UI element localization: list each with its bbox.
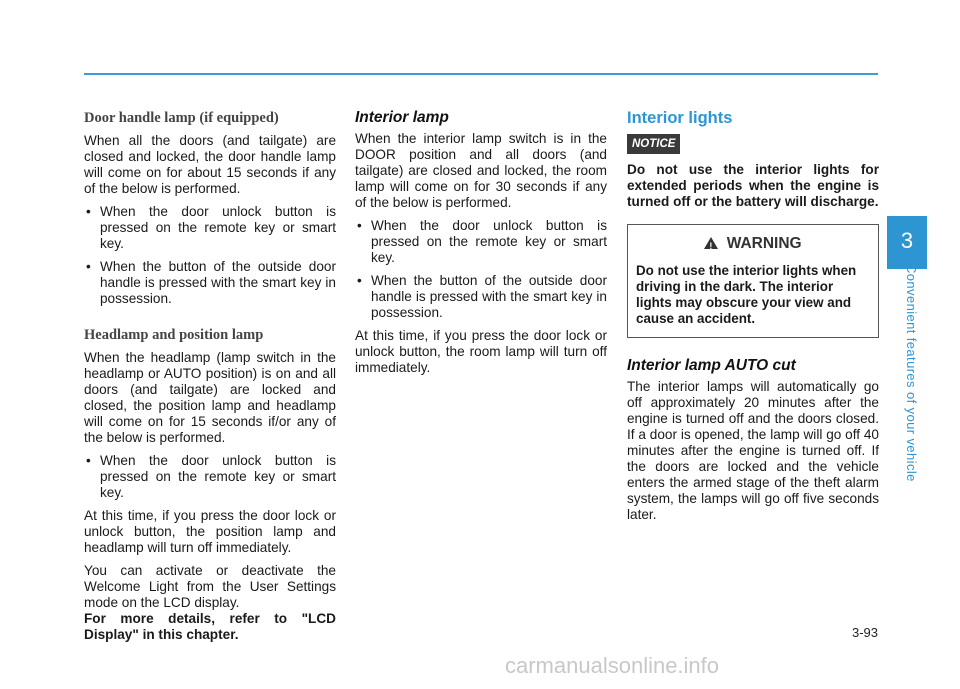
- interior-lamp-heading: Interior lamp: [355, 109, 449, 126]
- column-right: [627, 110, 879, 530]
- watermark: carmanualsonline.info: [505, 653, 720, 678]
- list-item: • When the button of the outside door handle is pressed with the smart key in possession.: [355, 273, 607, 321]
- list-item: • When the button of the outside door handle is pressed with the smart key in possession.: [84, 259, 336, 307]
- interior-lamp-list: [355, 218, 607, 321]
- column-middle: [355, 110, 607, 383]
- chapter-number-tab: 3: [887, 216, 927, 269]
- interior-lamp-text: When the interior lamp switch is in the DOOR position and all doors (and tailgate) are closed and locked, the room lamp will come on for 30 seconds if any of the below is performed.: [355, 131, 607, 210]
- list-item: • When the door unlock button is pressed on the remote key or smart key.: [84, 453, 336, 501]
- warning-header: [628, 225, 878, 261]
- interior-lamp-text-2: At this time, if you press the door lock or unlock button, the room lamp will turn off immediately.: [355, 328, 607, 375]
- headlamp-text-2: At this time, if you press the door lock or unlock button, the position lamp and headlamp will turn off immediately.: [84, 508, 336, 555]
- auto-cut-text: The interior lamps will automatically go off approximately 20 minutes after the engine is turned off and the doors closed. If a door is opened, the lamp will go off 40 minutes after the engine is turned off. If the doors are locked and the vehicle enters the armed stage of the theft alarm system, the lamps will go off five seconds later.: [627, 379, 879, 522]
- list-item: • When the door unlock button is pressed on the remote key or smart key.: [84, 204, 336, 252]
- top-rule: [84, 73, 878, 75]
- page-number: 3-93: [851, 625, 878, 640]
- column-left: [84, 110, 336, 650]
- door-handle-lamp-list: [84, 204, 336, 307]
- interior-lights-heading: Interior lights: [627, 109, 733, 127]
- headlamp-heading: Headlamp and position lamp: [84, 327, 264, 343]
- notice-badge: NOTICE: [627, 134, 680, 154]
- warning-label: WARNING: [726, 235, 802, 252]
- chapter-title: Convenient features of your vehicle: [904, 264, 919, 482]
- welcome-light-reference: For more details, refer to "LCD Display" in this chapter.: [84, 611, 336, 642]
- notice-text: Do not use the interior lights for extended periods when the engine is turned off or the battery will discharge.: [627, 162, 879, 209]
- door-handle-lamp-text: When all the doors (and tailgate) are closed and locked, the door handle lamp will come on for about 15 seconds if any of the below is performed.: [84, 133, 336, 196]
- welcome-light-text: You can activate or deactivate the Welcome Light from the User Settings mode on the LCD display.: [84, 563, 336, 610]
- door-handle-lamp-heading: Door handle lamp (if equipped): [84, 110, 279, 126]
- headlamp-list: [84, 453, 336, 501]
- headlamp-text: When the headlamp (lamp switch in the headlamp or AUTO position) is on and all doors (and tailgate) are locked and closed, the position lamp and headlamp will come on for 15 seconds if/or any of the below is performed.: [84, 350, 336, 445]
- warning-box: [627, 224, 879, 338]
- list-item: • When the door unlock button is pressed on the remote key or smart key.: [355, 218, 607, 266]
- auto-cut-heading: Interior lamp AUTO cut: [627, 357, 796, 374]
- warning-triangle-icon: [704, 237, 718, 249]
- warning-text: Do not use the interior lights when driving in the dark. The interior lights may obscure your view and cause an accident.: [636, 263, 857, 326]
